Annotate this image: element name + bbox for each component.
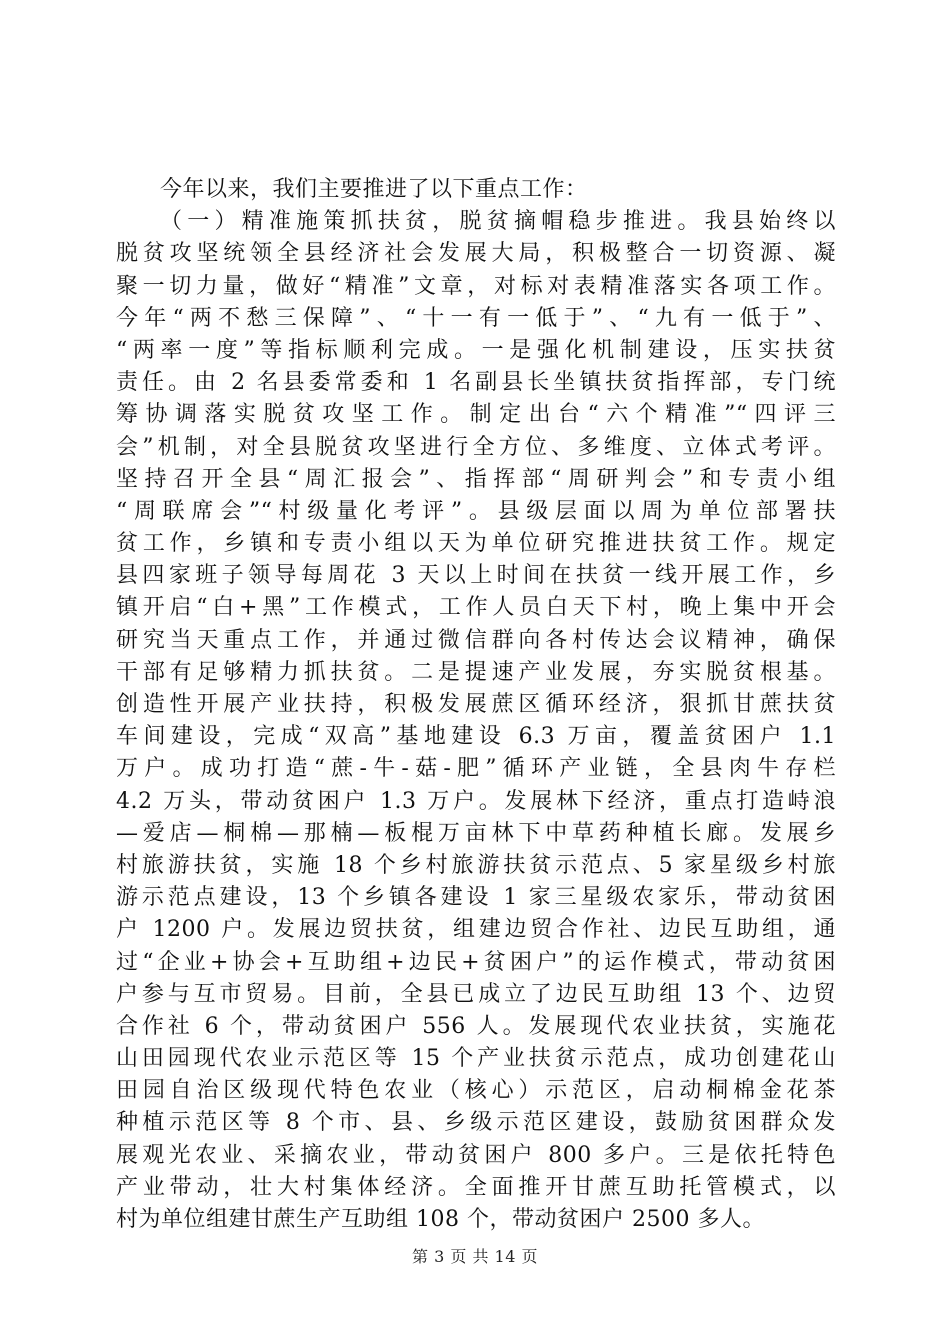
paragraph-line: 筹协调落实脱贫攻坚工作。制定出台“六个精准”“四评三 [116, 402, 836, 428]
paragraph-line: 种植示范区等 8 个市、县、乡级示范区建设，鼓励贫困群众发 [116, 1110, 836, 1136]
paragraph-line: 山田园现代农业示范区等 15 个产业扶贫示范点，成功创建花山 [116, 1046, 836, 1072]
paragraph-line: 县四家班子领导每周花 3 天以上时间在扶贫一线开展工作，乡 [116, 563, 836, 589]
paragraph-line: 会”机制，对全县脱贫攻坚进行全方位、多维度、立体式考评。 [116, 434, 836, 460]
paragraph-line: 聚一切力量，做好“精准”文章，对标对表精准落实各项工作。 [116, 273, 836, 299]
paragraph-line: 车间建设，完成“双高”基地建设 6.3 万亩，覆盖贫困户 1.1 [116, 724, 836, 750]
paragraph-line: 村为单位组建甘蔗生产互助组 108 个，带动贫困户 2500 多人。 [116, 1207, 765, 1232]
paragraph-line: 村旅游扶贫，实施 18 个乡村旅游扶贫示范点、5 家星级乡村旅 [116, 852, 836, 878]
paragraph-line: 游示范点建设，13 个乡镇各建设 1 家三星级农家乐，带动贫困 [116, 885, 836, 911]
paragraph-line: 合作社 6 个，带动贫困户 556 人。发展现代农业扶贫，实施花 [116, 1013, 836, 1039]
paragraph-line: 研究当天重点工作，并通过微信群向各村传达会议精神，确保 [116, 627, 836, 653]
paragraph-line: 责任。由 2 名县委常委和 1 名副县长坐镇扶贫指挥部，专门统 [116, 370, 836, 396]
paragraph-line: 坚持召开全县“周汇报会”、指挥部“周研判会”和专责小组 [116, 466, 836, 492]
paragraph-line: 户参与互市贸易。目前，全县已成立了边民互助组 13 个、边贸 [116, 981, 836, 1007]
paragraph-line: 过“企业+协会+互助组+边民+贫困户”的运作模式，带动贫困 [116, 949, 836, 975]
paragraph-line: 镇开启“白+黑”工作模式，工作人员白天下村，晚上集中开会 [116, 595, 836, 621]
paragraph-line: （一）精准施策抓扶贫，脱贫摘帽稳步推进。我县始终以 [160, 209, 836, 235]
page-number-footer: 第 3 页 共 14 页 [412, 1247, 538, 1266]
paragraph-line: 贫工作，乡镇和专责小组以天为单位研究推进扶贫工作。规定 [116, 531, 836, 557]
paragraph-line: “两率一度”等指标顺利完成。一是强化机制建设，压实扶贫 [116, 337, 836, 363]
paragraph-line: 田园自治区级现代特色农业（核心）示范区，启动桐棉金花茶 [116, 1078, 836, 1104]
paragraph-line: 万户。成功打造“蔗-牛-菇-肥”循环产业链，全县肉牛存栏 [116, 756, 836, 782]
paragraph-line: 户 1200 户。发展边贸扶贫，组建边贸合作社、边民互助组，通 [116, 917, 836, 943]
paragraph-line: 4.2 万头，带动贫困户 1.3 万户。发展林下经济，重点打造峙浪 [116, 788, 836, 814]
paragraph-line: 展观光农业、采摘农业，带动贫困户 800 多户。三是依托特色 [116, 1142, 836, 1168]
paragraph-line: —爱店—桐棉—那楠—板棍万亩林下中草药种植长廊。发展乡 [116, 820, 836, 846]
paragraph-line: 干部有足够精力抓扶贫。二是提速产业发展，夯实脱贫根基。 [116, 659, 836, 685]
paragraph-intro-line: 今年以来，我们主要推进了以下重点工作： [160, 177, 588, 202]
paragraph-line: “周联席会”“村级量化考评”。县级层面以周为单位部署扶 [116, 498, 836, 524]
paragraph-line: 今年“两不愁三保障”、“十一有一低于”、“九有一低于”、 [116, 305, 836, 331]
paragraph-line: 脱贫攻坚统领全县经济社会发展大局，积极整合一切资源、凝 [116, 241, 836, 267]
document-body [116, 174, 836, 1236]
paragraph-line: 产业带动，壮大村集体经济。全面推开甘蔗互助托管模式，以 [116, 1174, 836, 1200]
paragraph-line: 创造性开展产业扶持，积极发展蔗区循环经济，狠抓甘蔗扶贫 [116, 692, 836, 717]
